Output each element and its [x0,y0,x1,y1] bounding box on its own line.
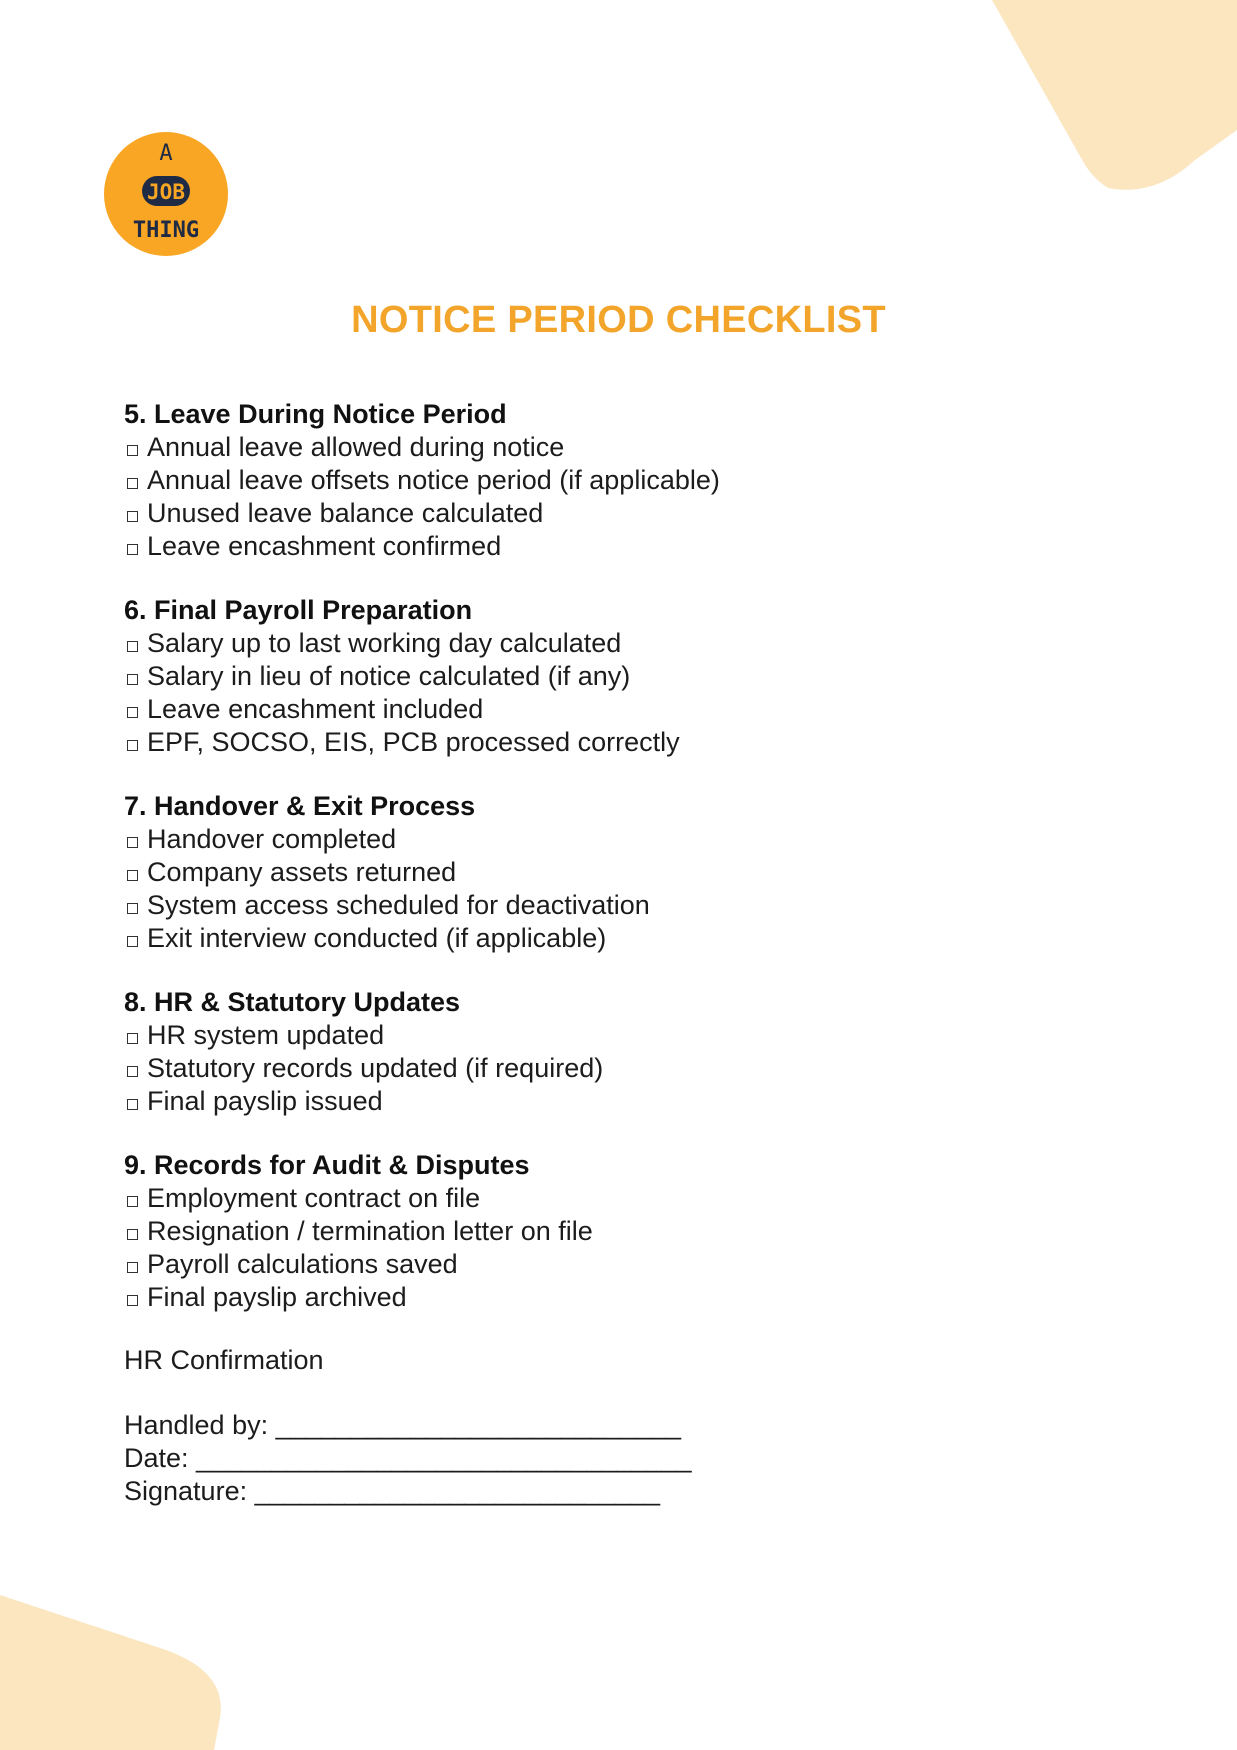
checklist-item-label: Salary up to last working day calculated [147,628,622,658]
checklist-item[interactable] [124,1052,1124,1085]
checkbox-icon[interactable] [127,641,138,652]
checkbox-icon[interactable] [127,1229,138,1240]
checkbox-icon[interactable] [127,837,138,848]
checklist-item[interactable] [124,464,1124,497]
checklist-item[interactable] [124,823,1124,856]
checklist-item[interactable] [124,497,1124,530]
checklist-item[interactable] [124,1215,1124,1248]
checklist-item[interactable] [124,1085,1124,1118]
checklist-item-label: Handover completed [147,824,397,854]
handled-by-field: Handled by: ___________________________ [124,1410,682,1440]
checkbox-icon[interactable] [127,1196,138,1207]
checkbox-icon[interactable] [127,740,138,751]
checklist-item-label: Leave encashment included [147,694,484,724]
section-heading: 6. Final Payroll Preparation [124,595,473,625]
checklist-item[interactable] [124,889,1124,922]
checklist-item-label: Annual leave allowed during notice [147,432,565,462]
checkbox-icon[interactable] [127,936,138,947]
corner-shape-top-right [992,0,1237,190]
section-heading: 9. Records for Audit & Disputes [124,1150,530,1180]
checklist-item-label: Resignation / termination letter on file [147,1216,593,1246]
checklist-item[interactable] [124,1248,1124,1281]
checkbox-icon[interactable] [127,445,138,456]
checklist-item-label: Annual leave offsets notice period (if applicable) [147,465,720,495]
checkbox-icon[interactable] [127,870,138,881]
checklist-item-label: Statutory records updated (if required) [147,1053,604,1083]
hr-confirmation-heading: HR Confirmation [124,1345,324,1375]
checklist-item-label: Company assets returned [147,857,457,887]
checklist-item[interactable] [124,856,1124,889]
checkbox-icon[interactable] [127,1262,138,1273]
checklist-item-label: EPF, SOCSO, EIS, PCB processed correctly [147,727,680,757]
checklist-item-label: Employment contract on file [147,1183,481,1213]
checklist-item[interactable] [124,530,1124,563]
logo-text-job: JOB [147,180,185,204]
checklist-item-label: Exit interview conducted (if applicable) [147,923,607,953]
checklist-item[interactable] [124,627,1124,660]
checklist-item[interactable] [124,693,1124,726]
checklist-content [124,398,1124,1508]
checklist-item-label: Leave encashment confirmed [147,531,502,561]
checkbox-icon[interactable] [127,1033,138,1044]
checklist-item-label: Payroll calculations saved [147,1249,458,1279]
checkbox-icon[interactable] [127,674,138,685]
checklist-section [124,790,1124,955]
checklist-section [124,398,1124,563]
checklist-section [124,1149,1124,1314]
checkbox-icon[interactable] [127,511,138,522]
corner-shape-bottom-left [0,1595,221,1750]
checklist-item[interactable] [124,431,1124,464]
checkbox-icon[interactable] [127,1295,138,1306]
logo-text-a: A [159,141,173,166]
checklist-item[interactable] [124,726,1124,759]
checkbox-icon[interactable] [127,478,138,489]
section-heading: 5. Leave During Notice Period [124,399,507,429]
checkbox-icon[interactable] [127,903,138,914]
checklist-item-label: Salary in lieu of notice calculated (if any) [147,661,631,691]
checklist-item-label: System access scheduled for deactivation [147,890,650,920]
checklist-item-label: Final payslip issued [147,1086,383,1116]
checkbox-icon[interactable] [127,544,138,555]
checklist-section [124,594,1124,759]
checklist-item[interactable] [124,1182,1124,1215]
checklist-item-label: Final payslip archived [147,1282,407,1312]
section-heading: 7. Handover & Exit Process [124,791,476,821]
section-heading: 8. HR & Statutory Updates [124,987,461,1017]
checkbox-icon[interactable] [127,1066,138,1077]
checklist-section [124,986,1124,1118]
checkbox-icon[interactable] [127,1099,138,1110]
page-title: NOTICE PERIOD CHECKLIST [351,299,886,341]
checklist-item[interactable] [124,1281,1124,1314]
date-field: Date: _________________________________ [124,1443,692,1473]
checklist-item-label: HR system updated [147,1020,385,1050]
company-logo [104,132,228,256]
checkbox-icon[interactable] [127,707,138,718]
logo-text-thing: THING [132,218,200,243]
checklist-item-label: Unused leave balance calculated [147,498,544,528]
checklist-item[interactable] [124,660,1124,693]
checklist-item[interactable] [124,922,1124,955]
signature-field: Signature: ___________________________ [124,1476,661,1506]
checklist-sections [124,398,1124,1314]
checklist-item[interactable] [124,1019,1124,1052]
